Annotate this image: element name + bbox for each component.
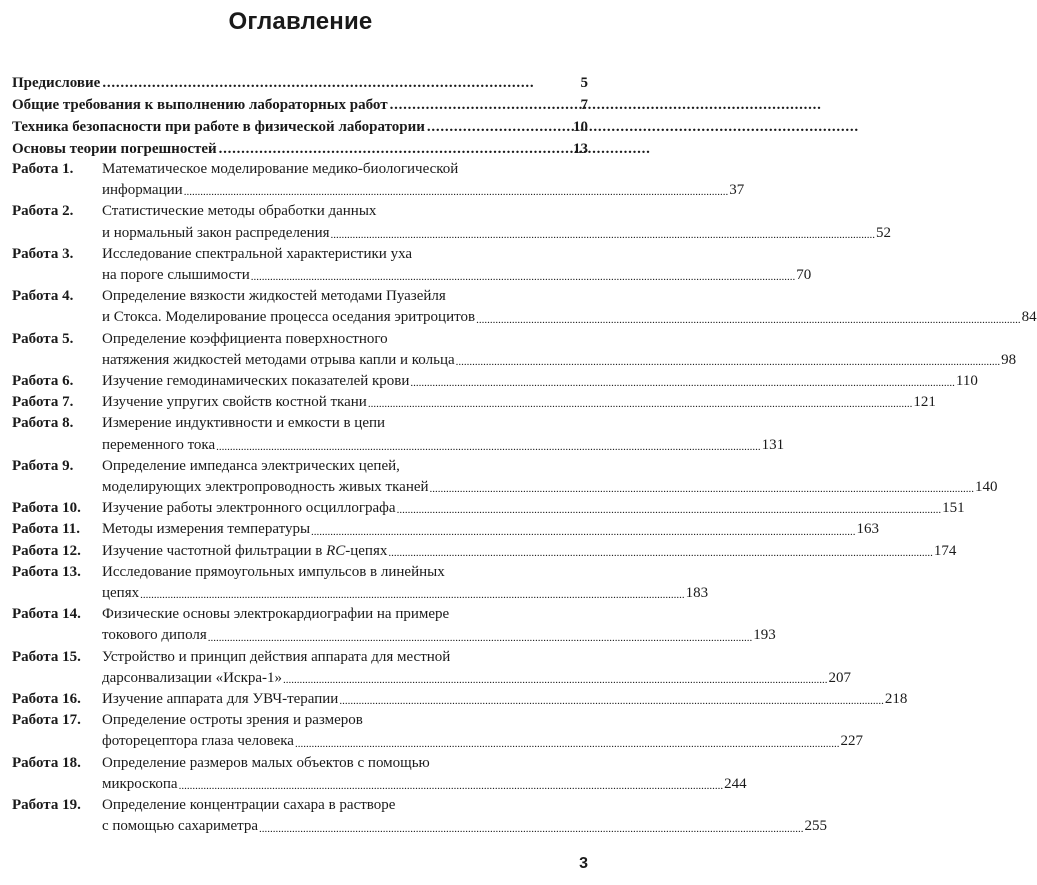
work-title-line: информации xyxy=(102,182,183,199)
work-label: Работа 18. xyxy=(12,754,81,771)
toc-work-entry[interactable] xyxy=(12,710,863,752)
work-title xyxy=(102,562,708,604)
work-label: Работа 13. xyxy=(12,563,81,580)
work-title xyxy=(102,286,1037,328)
toc-work-entry[interactable] xyxy=(12,498,965,519)
work-title-line: фоторецептора глаза человека xyxy=(102,733,294,750)
work-title xyxy=(102,392,936,413)
work-label: Работа 19. xyxy=(12,797,81,814)
work-page: 151 xyxy=(942,500,965,517)
dot-leader xyxy=(339,692,884,710)
toc-work-entry[interactable] xyxy=(12,244,812,286)
work-title-line: и Стокса. Моделирование процесса оседания эритроцитов xyxy=(102,309,476,326)
work-page: 131 xyxy=(761,436,785,453)
work-page: 110 xyxy=(955,373,978,390)
work-title-line: Определение остроты зрения и размеров xyxy=(102,712,363,729)
work-title xyxy=(102,753,747,795)
work-title-line: натяжения жидкостей методами отрыва капли и кольца xyxy=(102,351,455,368)
toc-entry-page: 13 xyxy=(573,141,588,157)
work-label: Работа 12. xyxy=(12,542,81,559)
toc-work-entry[interactable] xyxy=(12,371,978,392)
toc-entry-title: Предисловие xyxy=(12,75,101,91)
work-title-line: токового диполя xyxy=(102,627,207,644)
work-title-line: микроскопа xyxy=(102,775,178,792)
work-title xyxy=(102,371,978,392)
work-page: 163 xyxy=(856,521,880,538)
toc-work-entry[interactable] xyxy=(12,541,957,562)
toc-work-entry[interactable] xyxy=(12,456,998,498)
work-title xyxy=(102,689,907,710)
toc-front-entry[interactable] xyxy=(12,137,588,159)
toc-entry-title: Основы теории погрешностей xyxy=(12,141,217,157)
work-title-line: Устройство и принцип действия аппарата для местной xyxy=(102,648,451,665)
work-title-line: моделирующих электропроводность живых тканей xyxy=(102,479,429,496)
dot-leader xyxy=(427,117,571,137)
work-page: 244 xyxy=(724,775,747,792)
toc-work-entry[interactable] xyxy=(12,562,709,604)
dot-leader xyxy=(102,73,578,93)
work-page: 193 xyxy=(753,627,776,644)
toc-work-entry[interactable] xyxy=(12,753,747,795)
work-title-line: Определение концентрации сахара в растворе xyxy=(102,797,396,814)
work-title-line: на пороге слышимости xyxy=(102,267,250,284)
toc-front-entry[interactable] xyxy=(12,115,588,137)
toc-work-entry[interactable] xyxy=(12,413,785,455)
toc-front-entry[interactable] xyxy=(12,71,588,93)
work-title-line: переменного тока xyxy=(102,436,216,453)
work-title xyxy=(102,647,851,689)
work-page: 37 xyxy=(729,182,745,199)
toc-front-entry[interactable] xyxy=(12,93,588,115)
work-title-line: Определение импеданса электрических цепей, xyxy=(102,457,400,474)
work-title xyxy=(102,795,827,837)
work-label: Работа 10. xyxy=(12,500,81,517)
dot-leader xyxy=(311,523,856,541)
work-title xyxy=(102,413,784,455)
dot-leader xyxy=(331,226,876,244)
work-page: 52 xyxy=(876,224,892,241)
work-label: Работа 1. xyxy=(12,161,74,177)
work-page: 255 xyxy=(804,818,828,835)
work-title-line: Исследование спектральной характеристики уха xyxy=(102,245,413,262)
work-title-line: дарсонвализации «Искра-1» xyxy=(102,669,283,686)
work-page: 174 xyxy=(933,542,957,559)
dot-leader xyxy=(410,374,955,392)
work-label: Работа 3. xyxy=(12,245,74,262)
toc-work-entry[interactable] xyxy=(12,286,1037,328)
work-title-line: Изучение аппарата для УВЧ-терапии xyxy=(102,691,339,708)
work-page: 121 xyxy=(913,394,936,411)
work-title-line: и нормальный закон распределения xyxy=(102,224,330,241)
work-title xyxy=(102,201,891,243)
work-label: Работа 11. xyxy=(12,521,80,538)
dot-leader xyxy=(179,777,724,795)
work-title-line: цепях xyxy=(102,585,140,602)
work-title-line: Изучение частотной фильтрации в RC-цепях xyxy=(102,542,388,559)
dot-leader xyxy=(184,183,729,201)
work-page: 207 xyxy=(828,669,852,686)
work-title-line: Статистические методы обработки данных xyxy=(102,203,377,220)
toc-work-entry[interactable] xyxy=(12,329,1017,371)
work-title-line: Методы измерения температуры xyxy=(102,521,311,538)
work-label: Работа 14. xyxy=(12,606,81,623)
toc-work-entry[interactable] xyxy=(12,392,936,413)
work-title xyxy=(102,519,879,540)
work-page: 218 xyxy=(884,691,908,708)
work-page: 98 xyxy=(1001,351,1017,368)
toc-entry-page: 7 xyxy=(580,97,588,113)
work-label: Работа 8. xyxy=(12,415,74,432)
dot-leader xyxy=(430,480,975,498)
work-title-line: Физические основы электрокардиографии на примере xyxy=(102,606,450,623)
dot-leader xyxy=(295,735,840,753)
page-title: Оглавление xyxy=(228,8,373,35)
work-page: 84 xyxy=(1021,309,1037,326)
work-title xyxy=(102,244,811,286)
toc-entry-page: 5 xyxy=(580,75,588,91)
table-of-contents xyxy=(12,71,1037,838)
work-label: Работа 7. xyxy=(12,394,74,411)
dot-leader xyxy=(259,820,804,838)
dot-leader xyxy=(251,268,796,286)
toc-entry-title: Общие требования к выполнению лабораторных работ xyxy=(12,97,388,113)
work-title-line: Определение размеров малых объектов с помощью xyxy=(102,754,430,771)
work-title xyxy=(102,498,965,519)
work-title-line: Изучение гемодинамических показателей крови xyxy=(102,373,410,390)
work-label: Работа 5. xyxy=(12,330,74,347)
toc-entry-page: 10 xyxy=(573,119,588,135)
work-title-line: Изучение упругих свойств костной ткани xyxy=(102,394,367,411)
work-label: Работа 16. xyxy=(12,691,81,708)
work-title-line: Определение коэффициента поверхностного xyxy=(102,330,388,347)
toc-work-entry[interactable] xyxy=(12,647,852,689)
work-title-line: с помощью сахариметра xyxy=(102,818,259,835)
dot-leader xyxy=(219,139,571,159)
page-number: 3 xyxy=(579,855,588,872)
work-page: 183 xyxy=(685,585,709,602)
work-title-line: Измерение индуктивности и емкости в цепи xyxy=(102,415,386,432)
work-page: 140 xyxy=(975,479,998,496)
dot-leader xyxy=(456,353,1001,371)
dot-leader xyxy=(476,311,1021,329)
dot-leader xyxy=(283,671,828,689)
toc-work-entry[interactable] xyxy=(12,689,908,710)
dot-leader xyxy=(368,395,913,413)
dot-leader xyxy=(216,438,761,456)
work-label: Работа 2. xyxy=(12,203,74,220)
work-title xyxy=(102,159,744,201)
work-label: Работа 17. xyxy=(12,712,81,729)
dot-leader xyxy=(140,586,685,604)
work-title-line: Исследование прямоугольных импульсов в линейных xyxy=(102,563,445,580)
work-title xyxy=(102,541,956,562)
work-title-line: Математическое моделирование медико-биологической xyxy=(102,161,459,177)
work-title xyxy=(102,604,776,646)
work-title xyxy=(102,329,1016,371)
toc-work-entry[interactable] xyxy=(12,201,892,243)
work-label: Работа 6. xyxy=(12,373,74,390)
dot-leader xyxy=(208,629,753,647)
dot-leader xyxy=(397,501,942,519)
work-title xyxy=(102,456,998,498)
toc-work-entry[interactable] xyxy=(12,519,880,540)
dot-leader xyxy=(390,95,579,115)
toc-work-entry[interactable] xyxy=(12,159,745,201)
toc-entry-title: Техника безопасности при работе в физической лаборатории xyxy=(12,119,425,135)
work-page: 227 xyxy=(840,733,863,750)
work-label: Работа 4. xyxy=(12,288,74,305)
work-title-line: Изучение работы электронного осциллографа xyxy=(102,500,396,517)
work-title xyxy=(102,710,863,752)
toc-work-entry[interactable] xyxy=(12,604,776,646)
work-label: Работа 15. xyxy=(12,648,81,665)
work-page: 70 xyxy=(796,267,812,284)
dot-leader xyxy=(388,544,933,562)
work-label: Работа 9. xyxy=(12,457,74,474)
work-title-line: Определение вязкости жидкостей методами Пуазейля xyxy=(102,288,446,305)
toc-work-entry[interactable] xyxy=(12,795,828,837)
